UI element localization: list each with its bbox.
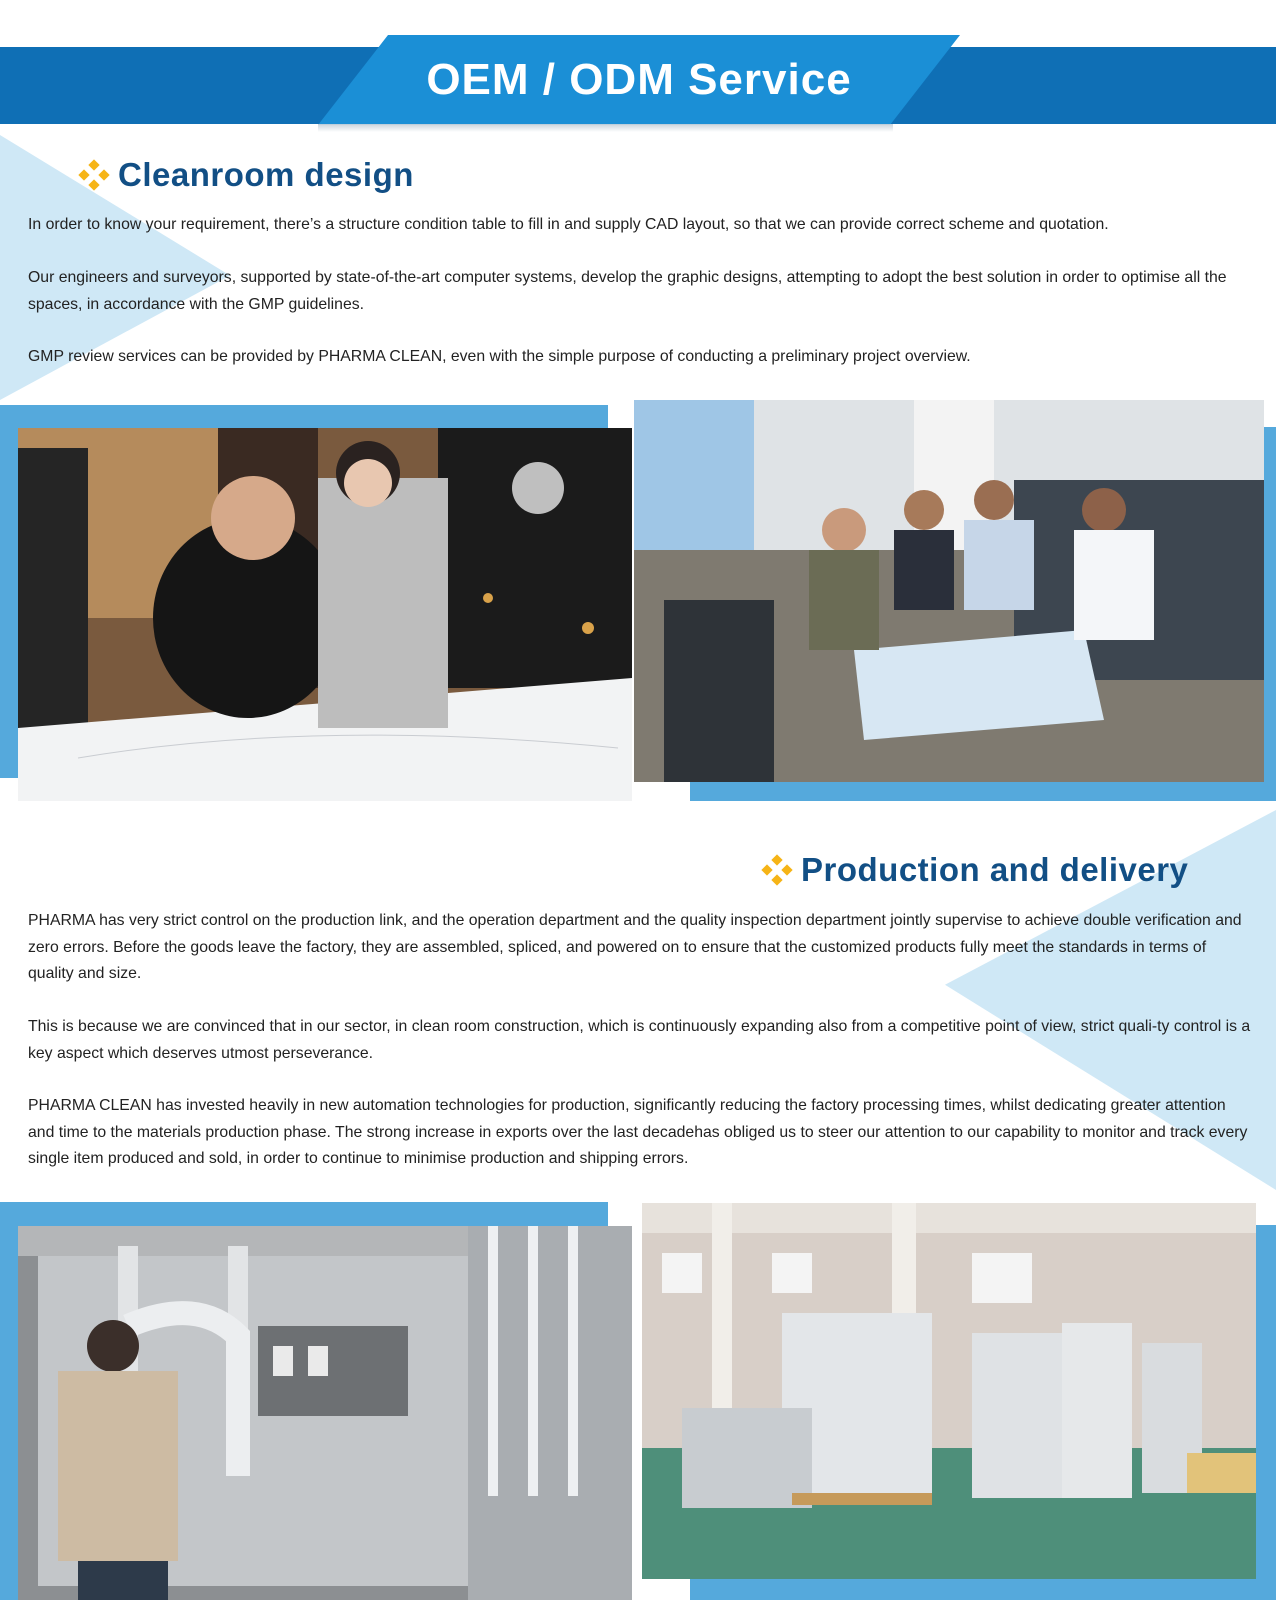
warehouse-panels-photo	[642, 1203, 1256, 1579]
section-title: Cleanroom design	[118, 156, 414, 193]
section-heading-cleanroom	[80, 150, 414, 200]
sparkle-icon	[80, 161, 108, 189]
section-heading-production	[763, 845, 1188, 895]
banner-shadow	[318, 124, 893, 132]
paragraph: This is because we are convinced that in our sector, in clean room construction, which is continuously expanding also from a competitive point of view, strict quali-ty control is a key aspect which deserves utmost perseverance.	[28, 1018, 1251, 1062]
client-meeting-photo	[634, 400, 1264, 782]
equipment-assembly-photo	[18, 1226, 632, 1600]
paragraph: PHARMA has very strict control on the production link, and the operation department and the quality inspection department jointly supervise to achieve double verification and zero errors. Before the goods leave the factory, they are assembled, spliced, and powered on to ensure that the customized products fully meet the standards in terms of quality and size.	[28, 912, 1242, 982]
sparkle-icon	[763, 856, 791, 884]
page-title: OEM / ODM Service	[426, 55, 852, 104]
section-title: Production and delivery	[801, 851, 1189, 888]
paragraph: GMP review services can be provided by PHARMA CLEAN, even with the simple purpose of conducting a preliminary project overview.	[28, 348, 971, 365]
paragraph: Our engineers and surveyors, supported by state-of-the-art computer systems, develop the graphic designs, attempting to adopt the best solution in order to optimise all the spaces, in accordance with the GMP guidelines.	[28, 269, 1227, 313]
paragraph: In order to know your requirement, there’s a structure condition table to fill in and supply CAD layout, so that we can provide correct scheme and quotation.	[28, 216, 1109, 233]
paragraph: PHARMA CLEAN has invested heavily in new automation technologies for production, significantly reducing the factory processing times, whilst dedicating greater attention and time to the materials production phase. The strong increase in exports over the last decadehas obliged us to steer our attention to our capability to monitor and track every single item produced and sold, in order to continue to minimise production and shipping errors.	[28, 1097, 1248, 1167]
engineer-drawing-photo	[18, 428, 632, 801]
